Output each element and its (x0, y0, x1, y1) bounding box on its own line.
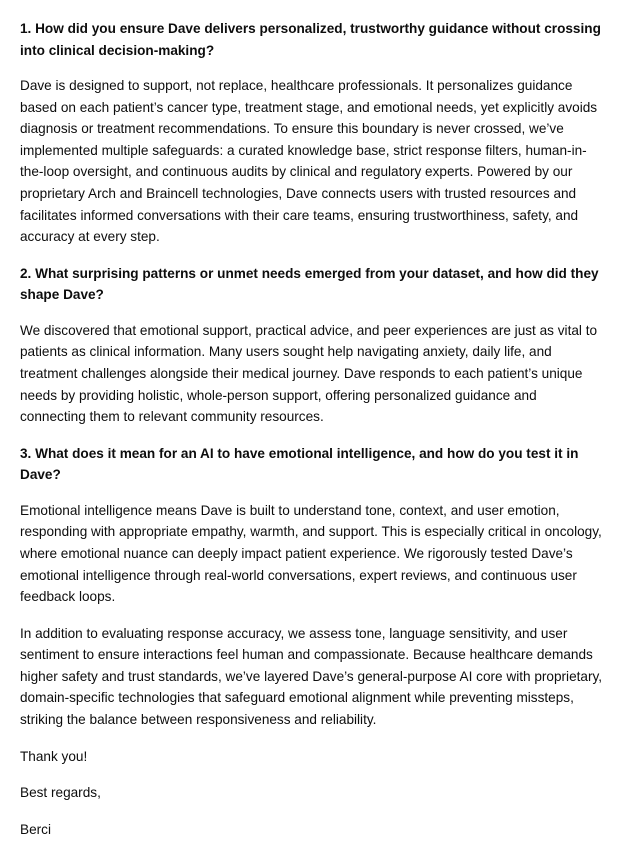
section-2 (20, 263, 603, 428)
thanks-line: Thank you! (20, 748, 88, 764)
answer-paragraph: Dave is designed to support, not replace, healthcare professionals. It personalizes guidance based on each patient’s cancer type, treatment stage, and emotional needs, yet explicitly avoids diagnosis or treatment recommendations. To ensure this boundary is never crossed, we’ve implemented multiple safeguards: a curated knowledge base, strict response filters, human-in-the-loop oversight, and continuous audits by clinical and regulatory experts. Powered by our proprietary Arch and Braincell technologies, Dave connects users with trusted resources and facilitates informed conversations with their care teams, ensuring trustworthiness, safety, and accuracy at every step. (20, 78, 598, 245)
answer-paragraph: We discovered that emotional support, practical advice, and peer experiences are just as vital to patients as clinical information. Many users sought help navigating anxiety, daily life, and treatment challenges alongside their medical journey. Dave responds to each patient’s unique needs by providing holistic, whole-person support, offering personalized guidance and connecting them to relevant community resources. (20, 322, 598, 425)
regards-line: Best regards, (20, 785, 101, 801)
signature: Berci (20, 821, 51, 837)
question-heading: 2. What surprising patterns or unmet needs emerged from your dataset, and how did they shape Dave? (20, 265, 599, 303)
answer-paragraph: Emotional intelligence means Dave is built to understand tone, context, and user emotion, responding with appropriate empathy, warmth, and support. This is especially critical in oncology, where emotional nuance can deeply impact patient experience. We rigorously tested Dave’s emotional intelligence through real-world conversations, expert reviews, and continuous user feedback loops. (20, 502, 602, 605)
question-heading: 1. How did you ensure Dave delivers personalized, trustworthy guidance without crossing into clinical decision-making? (20, 21, 601, 58)
answer-paragraph: In addition to evaluating response accuracy, we assess tone, language sensitivity, and user sentiment to ensure interactions feel human and compassionate. Because healthcare demands higher safety and trust standards, we’ve layered Dave’s general-purpose AI core with proprietary, domain-specific technologies that safeguard emotional alignment while preventing missteps, striking the balance between responsiveness and reliability. (20, 625, 603, 728)
closing (20, 746, 603, 841)
section-1 (20, 18, 603, 248)
question-heading: 3. What does it mean for an AI to have emotional intelligence, and how do you test it in Dave? (20, 445, 579, 483)
section-3 (20, 443, 603, 731)
